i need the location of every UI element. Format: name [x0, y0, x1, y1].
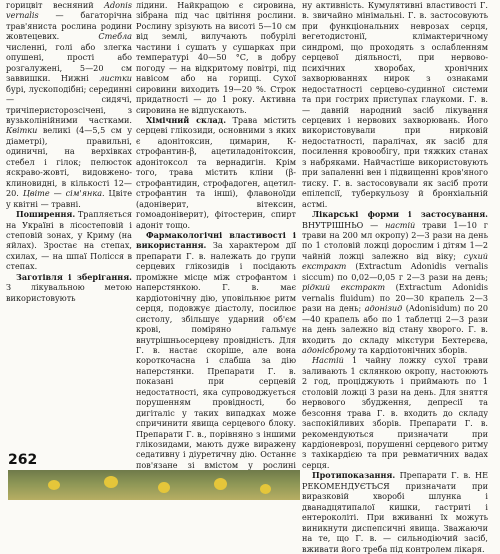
paragraph: Заготівля і зберігання. З лікувальною метою використовують — [6, 271, 132, 303]
flower-blossom — [48, 480, 60, 490]
paragraph: Фармакологічні властивості і використання. За характером дії препарати Г. в. належать до групи серцевих глікозидів і посідають проміжне місце між строфантом і наперстянкою. Г. в. має кардіотонічну дію, уповільнює ритм серця, подовжує діастолу, посилює систолу, збільшує ударний об'єм крові, поміряно гальмує внутрішньосерцеву провідність. Для Г. в. настає скоріше, але вона короткочасна і слабша за дію наперстянки. Препарати Г. в. показані при серцевій недостатності, яка супроводжується порушенням провідності, бо дигіталіс у таких випадках може спричинити явища серцевого блоку. Препарати Г. в., порівняно з іншими глікозидами, мають дуже виражену седативну і діуретичну дію. Останнє пов'язане зі вмістом у рослині — [136, 229, 296, 470]
flower-blossom — [158, 482, 170, 493]
paragraph: ну активність. Кумулятивні властивості Г. в. звичайно мінімальні. Г. в. застосовують при функціональних неврозах серця, вегетодистонії, клімактеричному синдромі, що проходять з ослабленням серцевої діяльності, при нервово-психічних хворобах, хронічних захворюваннях нирок з ознаками недостатності серцево-судинної системи та при гострих приступах глаукоми. Г. в. — давній народний засіб лікування серцевих і нервових захворювань. Його використовували при нирковій недостатності, паралічах, як засіб для посилення кровообігу, при тяжких станах з набряками. Найчастіше використовують при запаленні вен і підвищенні кров'яного тиску. Г. в. застосовували як засіб проти епілепсії, туберкульозу й бронхіальній астмі. — [302, 0, 488, 209]
paragraph: лідини. Найкращою є сировина, зібрана під час цвітіння рослини. Рослину зрізують на висоті 5—10 см від землі, вилучають побурілі частини і сушать у сушарках при температурі 40—50 °С, в добру погоду — на відкритому повітрі, під навісом або на горищі. Сухої сировини виходить 19—20 %. Строк придатності — до 1 року. Активна сировина не відпускають. — [136, 0, 296, 115]
column-middle — [136, 0, 296, 481]
paragraph: горицвіт весняний Adonis vernalis — багаторічна трав'яниста рослина родини жовтецевих. Стебла численні, голі або злегка опушені, прості або розгалужені, 5—20 см заввишки. Нижні листки бурі, лускоподібні; серединні — сидячі, тричіперисторозсічені, з вузьколінійними частками. Квітки великі (4—5,5 см у діаметрі), правильні, одиничні, на верхівках стебел і гілок; пелюсток яскраво-жовті, видовжено-клиновидні, в кількості 12—20. Цвіте — сім'янка. Цвіте у квітні — травні. — [6, 0, 132, 209]
paragraph: Поширення. Трапляється на Україні в лісостеповій і степовій зонах, у Криму (на яйлах). Зростає на степах, схилах, — на шпаї Полісся в степах. — [6, 209, 132, 272]
flower-blossom — [214, 478, 227, 490]
flower-blossom — [104, 476, 118, 488]
column-right — [302, 0, 488, 554]
column-left — [6, 0, 132, 303]
flower-blossom — [260, 484, 271, 494]
paragraph: Протипоказання. Препарати Г. в. НЕ РЕКОМЕНДУЄТЬСЯ призначати при виразковій хворобі шлунка і дванадцятипалої кишки, гастриті і ентероколіті. При вживанні їх можуть виникнути диспепсичні явища. Зважаючи на те, що Г. в. — сильнодіючий засіб, вживати його треба під контролем лікаря. — [302, 470, 488, 554]
paragraph: Лікарські форми і застосування. ВНУТРІШНЬО — настій трави 1—10 г трави на 200 мл окропу) 2—3 рази на день по 1 столовій ложці дорослим і дітям 1—2 чайній ложці залежно від віку; сухий екстракт (Extractum Adonidis vernalis siccum) по 0,02—0,05 г 2—3 рази на день; рідкий екстракт (Extractum Adonidis vernalis fluidum) по 20—30 крапель 2—3 рази на день; адонізид (Adonisidum) по 20—40 крапель або по 1 таблетці 2—3 рази на день залежно від стану хворого. Г. в. входить до складу мікстури Бехтерєва, адонісброму та кардіотонічних зборів. — [302, 209, 489, 355]
page-number: 262 — [8, 452, 38, 468]
paragraph: Настій 1 чайну ложку сухої трави заливають 1 склянкою окропу, настоюють 2 год, проціджують і приймають по 1 столовій ложці 3 рази на день. Для зняття нервового збудження, депресії та безсоння трава Г. в. входить до складу заспокійливих зборів. Препарати Г. в. рекомендуються призначати при кардіоневрозі, порушенні серцевого ритму з тахікардією та при ревматичних вадах серця. — [302, 355, 488, 470]
paragraph: Хімічний склад. Трава містить серцеві глікозиди, основними з яких є адонітоксин, цимарин, К-строфантин-β, ацетиладонітоксин, адонітоксол та вернадигін. Крім того, трава містить кліни (β-строфантидин, строфадоген, ацетил-строфантин та інші), флавоноїди (адоніверит, вітексин, гомоадоніверит), фітостерин, спирт адоніт тощо. — [136, 114, 296, 230]
adonis-flower-photo — [8, 470, 300, 500]
